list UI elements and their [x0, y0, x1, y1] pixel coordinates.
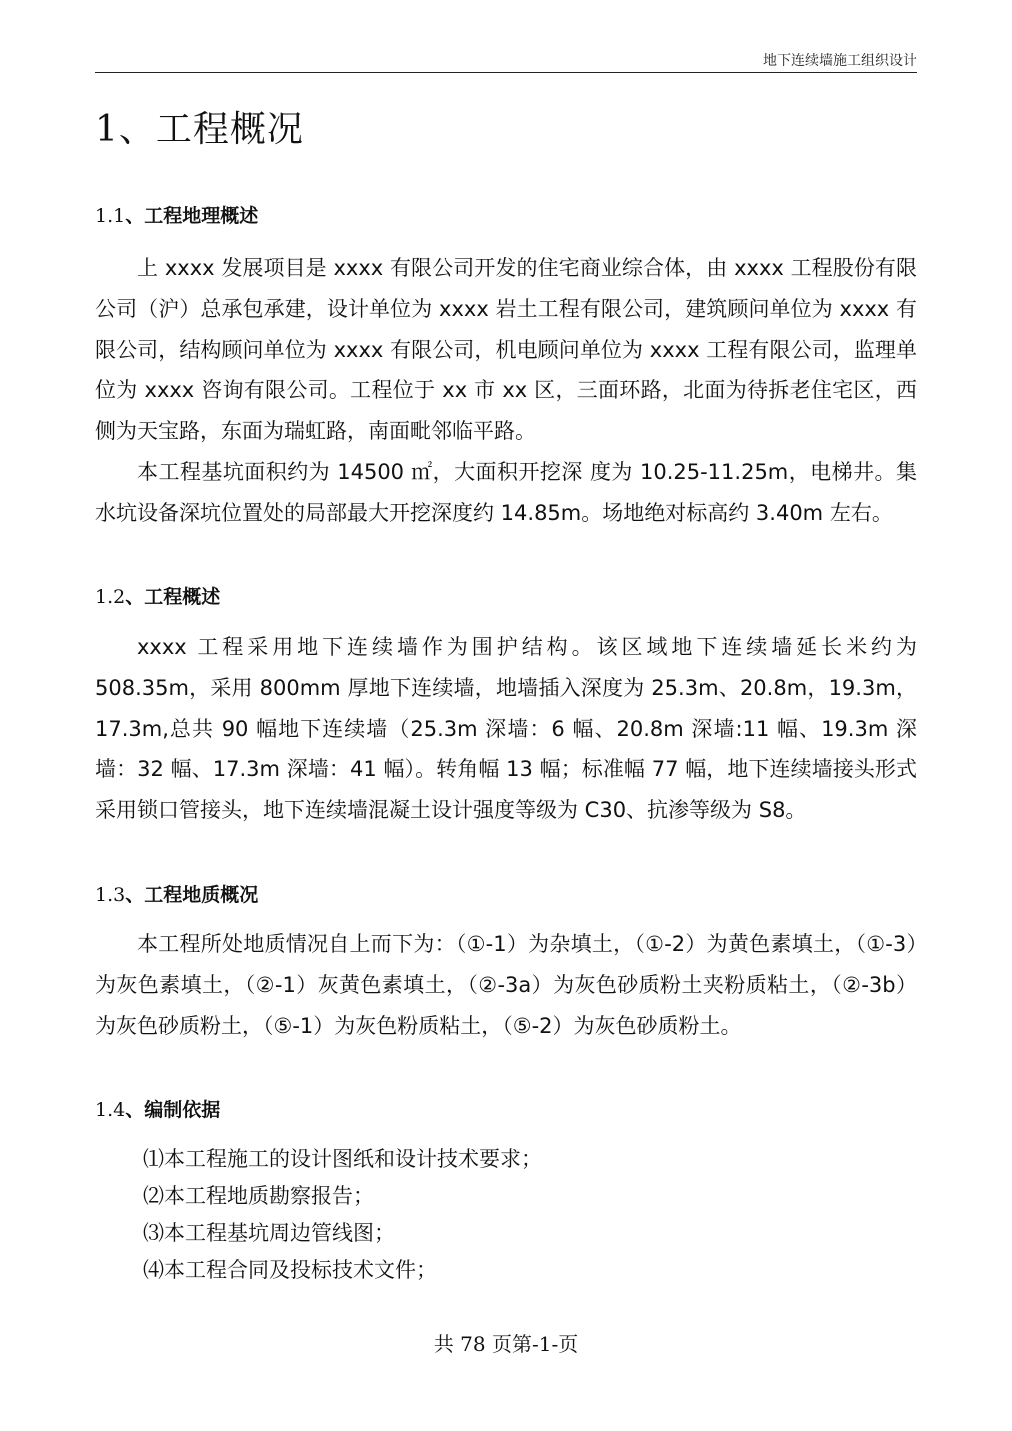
- running-header: 地下连续墙施工组织设计: [763, 53, 917, 69]
- list-item: ⑴本工程施工的设计图纸和设计技术要求；: [143, 1147, 542, 1171]
- section-title: 、工程地质概况: [125, 884, 259, 906]
- paragraph: 上 xxxx 发展项目是 xxxx 有限公司开发的住宅商业综合体，由 xxxx 工程股份有限公司（沪）总承包承建，设计单位为 xxxx 岩土工程有限公司，建筑顾问单位为 xxxx 有限公司，结构顾问单位为 xxxx 有限公司，机电顾问单位为 xxxx 工程有限公司，监理单位为 xxxx 咨询有限公司。工程位于 xx 市 xx 区，三面环路，北面为待拆老住宅区，西侧为天宝路，东面为瑞虹路，南面毗邻临平路。: [95, 256, 917, 444]
- paragraph: 本工程基坑面积约为 14500 ㎡，大面积开挖深 度为 10.25-11.25m，电梯井。集水坑设备深坑位置处的局部最大开挖深度约 14.85m。场地绝对标高约 3.40m 左右。: [95, 459, 917, 525]
- section-number: 1.2: [95, 586, 126, 608]
- page-footer: 共 78 页第-1-页: [433, 1332, 579, 1356]
- section-body-1-1: [95, 248, 917, 534]
- section-title: 、编制依据: [125, 1099, 221, 1121]
- section-body-1-2: [95, 627, 917, 831]
- section-heading-1-2: [95, 584, 220, 610]
- section-number: 1.4: [95, 1099, 126, 1121]
- section-title: 、工程地理概述: [125, 205, 259, 227]
- section-heading-1-1: [95, 203, 258, 229]
- paragraph: xxxx 工程采用地下连续墙作为围护结构。该区域地下连续墙延长米约为 508.35m，采用 800mm 厚地下连续墙，地墙插入深度为 25.3m、20.8m，19.3m，17.3m,总共 90 幅地下连续墙（25.3m 深墙：6 幅、20.8m 深墙:11 幅、19.3m 深墙：32 幅、17.3m 深墙：41 幅）。转角幅 13 幅；标准幅 77 幅，地下连续墙接头形式采用锁口管接头，地下连续墙混凝土设计强度等级为 C30、抗渗等级为 S8。: [95, 635, 917, 823]
- basis-list: [143, 1141, 542, 1289]
- section-heading-1-3: [95, 882, 258, 908]
- section-heading-1-4: [95, 1097, 220, 1123]
- list-item: ⑶本工程基坑周边管线图；: [143, 1221, 395, 1245]
- section-title: 、工程概述: [125, 586, 221, 608]
- section-number: 1.1: [95, 205, 126, 227]
- list-item: ⑵本工程地质勘察报告；: [143, 1184, 374, 1208]
- paragraph: 本工程所处地质情况自上而下为：（①-1）为杂填土，（①-2）为黄色素填土，（①-3）为灰色素填土，（②-1）灰黄色素填土，（②-3a）为灰色砂质粉土夹粉质粘土，（②-3b）为灰色砂质粉土，（⑤-1）为灰色粉质粘土，（⑤-2）为灰色砂质粉土。: [95, 932, 917, 1038]
- list-item: ⑷本工程合同及投标技术文件；: [143, 1258, 437, 1282]
- header-rule: [95, 72, 917, 73]
- section-number: 1.3: [95, 884, 126, 906]
- section-body-1-3: [95, 924, 917, 1046]
- chapter-title: 1、工程概况: [95, 109, 304, 150]
